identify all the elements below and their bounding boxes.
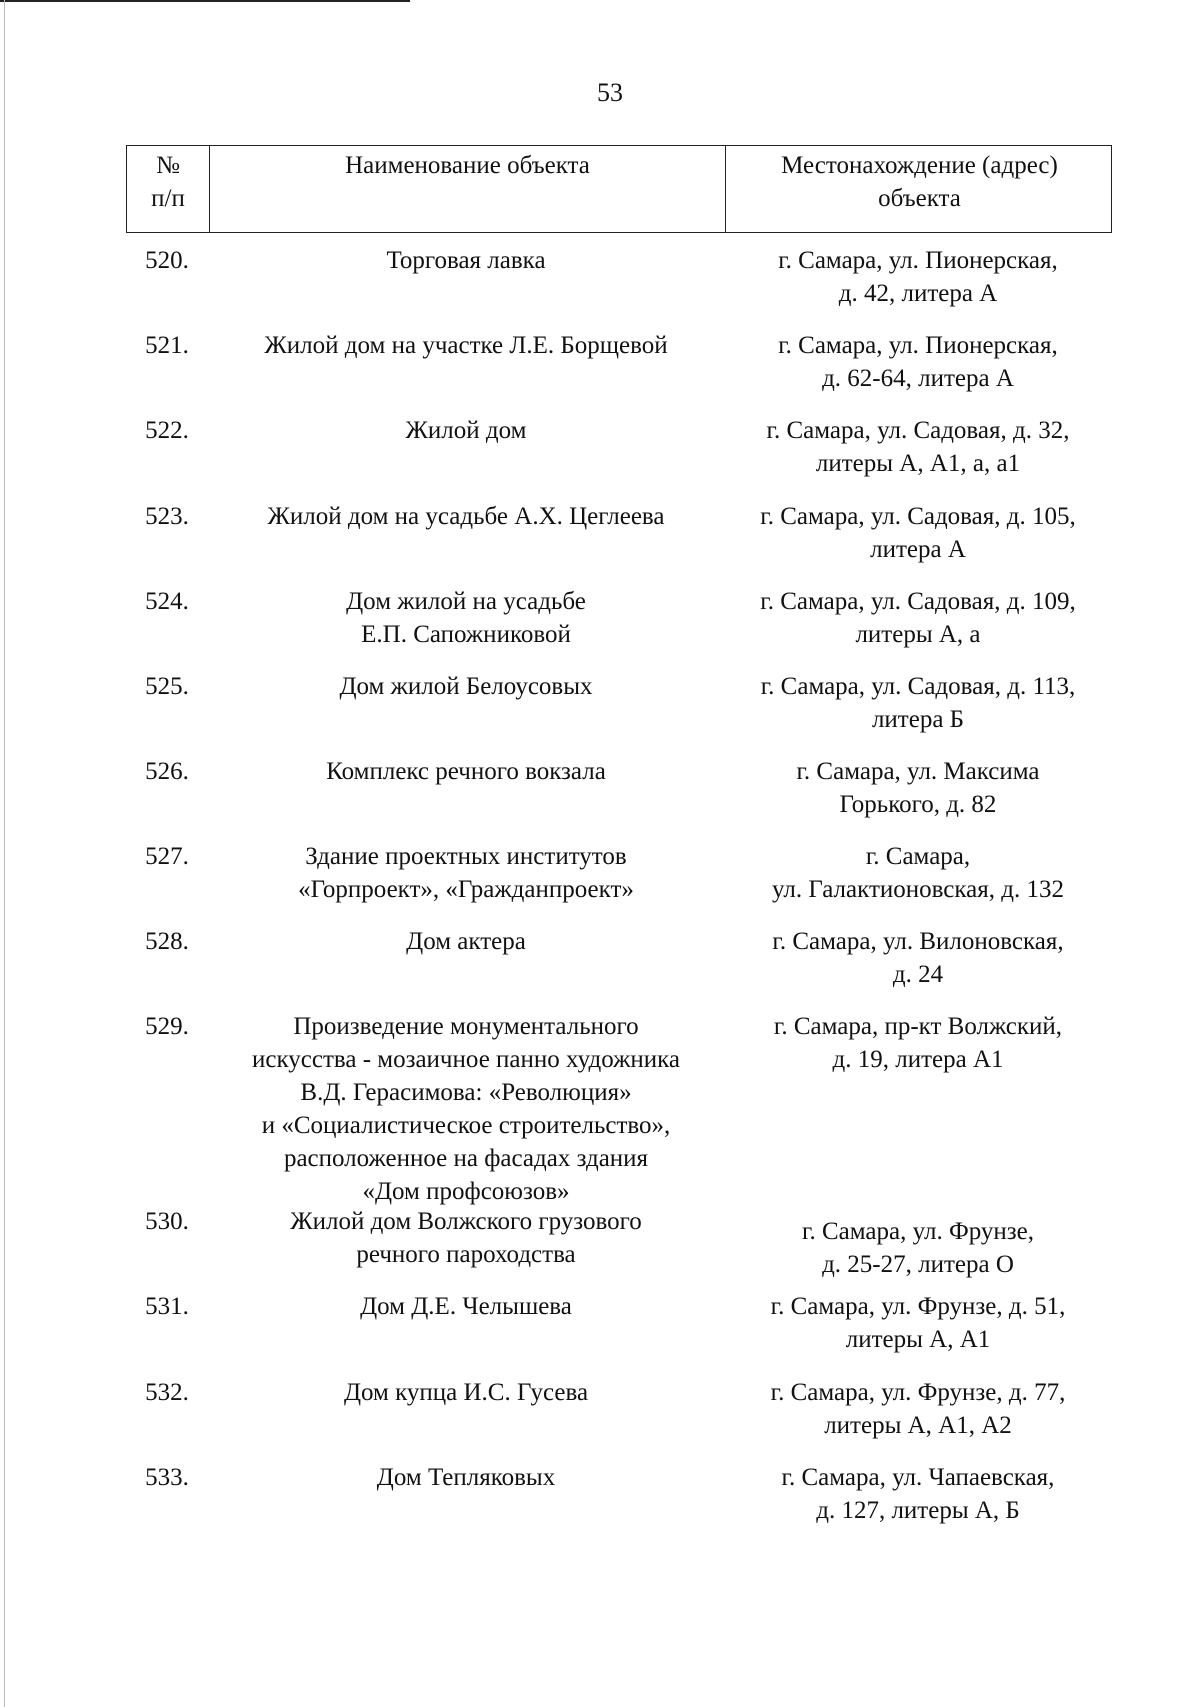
object-name bbox=[208, 329, 724, 362]
object-address bbox=[724, 1010, 1112, 1076]
scan-edge-left bbox=[4, 0, 5, 1707]
object-name-line: Дом актера bbox=[406, 928, 526, 955]
row-number: 527. bbox=[145, 843, 189, 870]
object-address-line: г. Самара, ул. Пионерская, bbox=[778, 247, 1058, 274]
object-address-line: г. Самара, ул. Максима bbox=[796, 758, 1040, 785]
object-name-line: Дом жилой на усадьбе bbox=[346, 588, 586, 615]
object-name-line: Дом жилой Белоусовых bbox=[339, 673, 593, 700]
object-name-line: Дом Тепляковых bbox=[376, 1464, 556, 1491]
header-name bbox=[209, 146, 725, 232]
object-name-line: искусства - мозаичное панно художника bbox=[251, 1046, 680, 1073]
object-name bbox=[208, 755, 724, 788]
object-address-line: г. Самара, пр-кт Волжский, bbox=[773, 1013, 1063, 1040]
row-number: 528. bbox=[145, 928, 189, 955]
object-address-line: литеры А, а bbox=[855, 621, 981, 648]
object-address bbox=[724, 755, 1112, 821]
object-address-line: д. 19, литера А1 bbox=[832, 1046, 1004, 1073]
object-address-line: д. 62-64, литера А bbox=[822, 365, 1014, 392]
object-address-line: г. Самара, ул. Фрунзе, д. 51, bbox=[770, 1293, 1066, 1320]
header-address-line: объекта bbox=[878, 185, 961, 212]
object-address-line: г. Самара, ул. Вилоновская, bbox=[772, 928, 1064, 955]
object-name bbox=[208, 500, 724, 533]
object-name-line: Жилой дом bbox=[405, 417, 527, 444]
row-number: 531. bbox=[145, 1293, 189, 1320]
object-name bbox=[208, 1010, 724, 1208]
object-name-line: «Горпроект», «Гражданпроект» bbox=[298, 876, 634, 903]
object-name bbox=[208, 840, 724, 906]
object-address bbox=[724, 1215, 1112, 1281]
object-address-line: д. 25-27, литера О bbox=[822, 1251, 1014, 1278]
object-address-line: г. Самара, ул. Садовая, д. 109, bbox=[760, 588, 1076, 615]
object-address bbox=[724, 414, 1112, 480]
object-address-line: д. 127, литеры А, Б bbox=[816, 1497, 1020, 1524]
object-name-line: Комплекс речного вокзала bbox=[326, 758, 606, 785]
object-address-line: литеры А, А1, А2 bbox=[824, 1412, 1012, 1439]
object-name bbox=[208, 1461, 724, 1494]
row-number: 520. bbox=[145, 247, 189, 274]
object-name-line: Жилой дом на участке Л.Е. Борщевой bbox=[264, 332, 668, 359]
header-name-line: Наименование объекта bbox=[345, 152, 590, 179]
object-address-line: г. Самара, ул. Фрунзе, д. 77, bbox=[770, 1379, 1066, 1406]
row-number: 522. bbox=[145, 417, 189, 444]
object-address bbox=[724, 1461, 1112, 1527]
object-name bbox=[208, 1376, 724, 1409]
object-name-line: Жилой дом на усадьбе А.Х. Цеглеева bbox=[267, 503, 665, 530]
row-number: 530. bbox=[145, 1208, 189, 1235]
row-number: 533. bbox=[145, 1464, 189, 1491]
object-name-line: Жилой дом Волжского грузового bbox=[290, 1208, 642, 1235]
object-address-line: д. 42, литера А bbox=[838, 280, 998, 307]
object-address bbox=[724, 329, 1112, 395]
object-address-line: г. Самара, ул. Фрунзе, bbox=[802, 1218, 1034, 1245]
object-address bbox=[724, 925, 1112, 991]
header-address-line: Местонахождение (адрес) bbox=[781, 152, 1058, 179]
row-number: 521. bbox=[145, 332, 189, 359]
object-address bbox=[724, 244, 1112, 310]
object-name bbox=[208, 244, 724, 277]
object-name-line: Здание проектных институтов bbox=[305, 843, 627, 870]
object-address-line: г. Самара, ул. Садовая, д. 32, bbox=[766, 417, 1070, 444]
object-name-line: В.Д. Герасимова: «Революция» bbox=[300, 1079, 632, 1106]
object-name bbox=[208, 414, 724, 447]
object-address-line: литеры А, А1 bbox=[845, 1326, 991, 1353]
object-name-line: Торговая лавка bbox=[386, 247, 546, 274]
scan-edge-top bbox=[0, 0, 410, 2]
row-number: 524. bbox=[145, 588, 189, 615]
row-number: 529. bbox=[145, 1013, 189, 1040]
object-name-line: Произведение монументального bbox=[293, 1013, 639, 1040]
object-address-line: г. Самара, ул. Пионерская, bbox=[778, 332, 1058, 359]
object-name-line: речного пароходства bbox=[356, 1241, 576, 1268]
object-address-line: г. Самара, ул. Чапаевская, bbox=[781, 1464, 1055, 1491]
object-name bbox=[208, 585, 724, 651]
object-name bbox=[208, 925, 724, 958]
object-address-line: г. Самара, bbox=[865, 843, 971, 870]
object-address bbox=[724, 840, 1112, 906]
row-number: 532. bbox=[145, 1379, 189, 1406]
object-name bbox=[208, 1290, 724, 1323]
object-name-line: Е.П. Сапожниковой bbox=[361, 621, 571, 648]
object-address bbox=[724, 1290, 1112, 1356]
object-name-line: Дом купца И.С. Гусева bbox=[343, 1379, 589, 1406]
header-address bbox=[725, 146, 1113, 232]
object-address-line: Горького, д. 82 bbox=[839, 791, 997, 818]
object-name-line: и «Социалистическое строительство», bbox=[261, 1112, 671, 1139]
object-name-line: «Дом профсоюзов» bbox=[362, 1178, 570, 1205]
object-address-line: г. Самара, ул. Садовая, д. 105, bbox=[760, 503, 1076, 530]
object-address bbox=[724, 500, 1112, 566]
object-address bbox=[724, 585, 1112, 651]
object-name-line: расположенное на фасадах здания bbox=[283, 1145, 649, 1172]
object-name-line: Дом Д.Е. Челышева bbox=[360, 1293, 572, 1320]
object-address-line: литеры А, А1, а, а1 bbox=[815, 450, 1021, 477]
object-address-line: г. Самара, ул. Садовая, д. 113, bbox=[760, 673, 1076, 700]
header-num-line: п/п bbox=[151, 185, 185, 212]
object-address bbox=[724, 1376, 1112, 1442]
table-header bbox=[126, 145, 1112, 233]
header-num-line: № bbox=[156, 152, 180, 179]
object-address-line: литера А bbox=[870, 536, 966, 563]
row-number: 525. bbox=[145, 673, 189, 700]
object-address-line: литера Б bbox=[871, 706, 965, 733]
page-number: 53 bbox=[597, 78, 623, 107]
object-address-line: д. 24 bbox=[892, 961, 944, 988]
object-address bbox=[724, 670, 1112, 736]
object-address-line: ул. Галактионовская, д. 132 bbox=[772, 876, 1064, 903]
header-num bbox=[127, 146, 209, 232]
row-number: 526. bbox=[145, 758, 189, 785]
object-name bbox=[208, 670, 724, 703]
object-name bbox=[208, 1205, 724, 1271]
row-number: 523. bbox=[145, 503, 189, 530]
